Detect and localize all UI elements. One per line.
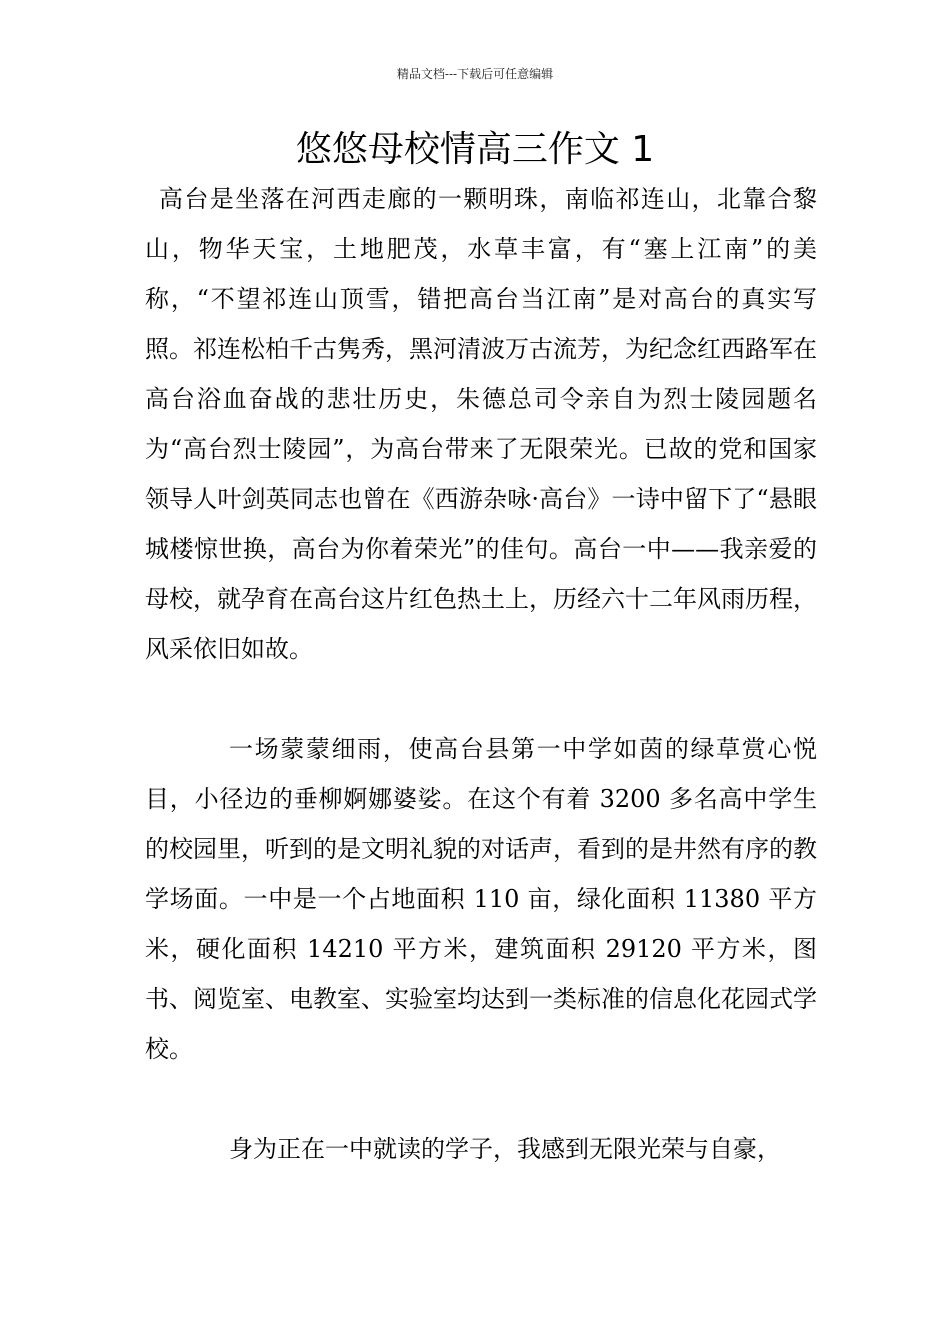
- paragraph-gap: [145, 674, 817, 724]
- page-header-watermark: 精品文档---下载后可任意编辑: [396, 67, 554, 81]
- document-body: [145, 174, 817, 1174]
- paragraph-2: 一场蒙蒙细雨，使高台县第一中学如茵的绿草赏心悦目，小径边的垂柳婀娜婆娑。在这个有着 3200 多名高中学生的校园里，听到的是文明礼貌的对话声，看到的是井然有序的教学场面。一中是一个占地面积 110 亩，绿化面积 11380 平方米，硬化面积 14210 平方米，建筑面积 29120 平方米，图书、阅览室、电教室、实验室均达到一类标准的信息化花园式学校。: [145, 735, 817, 1063]
- paragraph-1: 高台是坐落在河西走廊的一颗明珠，南临祁连山，北靠合黎山，物华天宝，土地肥茂，水草丰富，有“塞上江南”的美称，“不望祁连山顶雪，错把高台当江南”是对高台的真实写照。祁连松柏千古隽秀，黑河清波万古流芳，为纪念红西路军在高台浴血奋战的悲壮历史，朱德总司令亲自为烈士陵园题名为“高台烈士陵园”，为高台带来了无限荣光。已故的党和国家领导人叶剑英同志也曾在《西游杂咏·高台》一诗中留下了“悬眼城楼惊世换，高台为你着荣光”的佳句。高台一中——我亲爱的母校，就孕育在高台这片红色热土上，历经六十二年风雨历程，风采依旧如故。: [145, 185, 817, 663]
- paragraph-gap: [145, 1074, 817, 1124]
- paragraph-3: 身为正在一中就读的学子，我感到无限光荣与自豪，: [229, 1135, 781, 1163]
- document-title: 悠悠母校情高三作文 1: [295, 129, 655, 170]
